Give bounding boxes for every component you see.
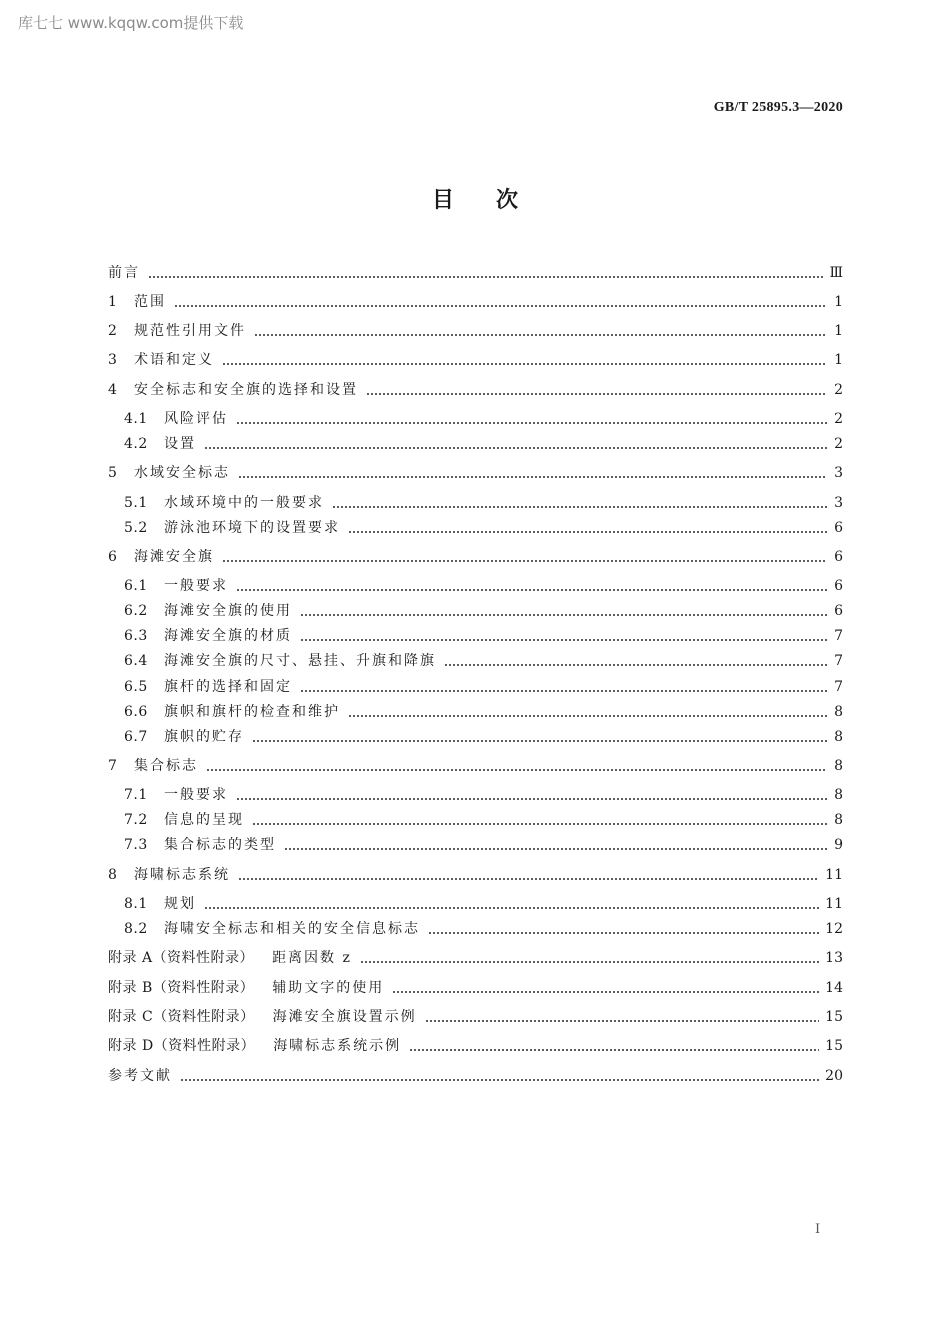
- toc-entry-8-1[interactable]: [124, 891, 843, 913]
- toc-entry-number: 6.1: [124, 578, 148, 594]
- dot-leader: [392, 991, 819, 993]
- toc-entry-page: 3: [834, 465, 843, 481]
- toc-entry-label: 辅助文字的使用: [272, 980, 385, 996]
- dot-leader: [222, 560, 827, 562]
- toc-entry-number: 6.5: [124, 679, 148, 695]
- toc-entry-label: 水域安全标志: [134, 465, 230, 481]
- dot-leader: [428, 932, 819, 934]
- toc-entry-appendix-d[interactable]: [108, 1033, 843, 1055]
- watermark-text: 库七七 www.kqqw.com提供下载: [18, 14, 244, 32]
- toc-entry-2[interactable]: [108, 318, 843, 340]
- toc-entry-label: 海啸标志系统: [134, 867, 230, 883]
- toc-entry-page: 7: [834, 653, 843, 669]
- dot-leader: [254, 334, 827, 336]
- toc-entry-label: 一般要求: [164, 578, 228, 594]
- toc-entry-page: 20: [825, 1068, 843, 1084]
- toc-entry-page: 6: [834, 603, 843, 619]
- dot-leader: [238, 878, 819, 880]
- toc-entry-page: 6: [834, 520, 843, 536]
- toc-entry-page: 1: [834, 294, 843, 310]
- toc-entry-number: 附录 C（资料性附录）: [108, 1009, 255, 1025]
- toc-entry-number: 附录 B（资料性附录）: [108, 980, 255, 996]
- toc-entry-page: Ⅲ: [829, 265, 843, 281]
- toc-entry-label: 信息的呈现: [164, 812, 244, 828]
- toc-entry-label: 设置: [164, 436, 196, 452]
- toc-entry-page: 8: [834, 787, 843, 803]
- dot-leader: [204, 907, 819, 909]
- toc-entry-6-4[interactable]: [124, 648, 843, 670]
- toc-entry-page: 11: [825, 867, 843, 883]
- page-title: 目次: [431, 188, 560, 213]
- toc-entry-appendix-c[interactable]: [108, 1004, 843, 1026]
- dot-leader: [444, 664, 827, 666]
- table-of-contents: [108, 0, 843, 1344]
- toc-entry-label: 海滩安全旗的材质: [164, 628, 292, 644]
- toc-entry-number: 2: [108, 323, 118, 339]
- dot-leader: [236, 422, 827, 424]
- dot-leader: [360, 961, 819, 963]
- toc-entry-5-2[interactable]: [124, 515, 843, 537]
- toc-entry-number: 8.1: [124, 896, 148, 912]
- toc-entry-label: 海滩安全旗的使用: [164, 603, 292, 619]
- toc-entry-number: 4: [108, 382, 118, 398]
- toc-entry-label: 旗帜和旗杆的检查和维护: [164, 704, 340, 720]
- toc-entry-appendix-b[interactable]: [108, 975, 843, 997]
- toc-entry-number: 7.1: [124, 787, 148, 803]
- toc-entry-number: 6: [108, 549, 118, 565]
- toc-entry-page: 14: [825, 980, 843, 996]
- dot-leader: [174, 305, 827, 307]
- toc-entry-page: 6: [834, 578, 843, 594]
- standard-code: GB/T 25895.3—2020: [713, 100, 843, 115]
- toc-entry-page: 15: [825, 1009, 843, 1025]
- dot-leader: [284, 848, 827, 850]
- toc-entry-number: 5: [108, 465, 118, 481]
- toc-entry-label: 旗帜的贮存: [164, 729, 244, 745]
- toc-entry-page: 2: [834, 411, 843, 427]
- dot-leader: [300, 614, 827, 616]
- toc-entry-number: 6.3: [124, 628, 148, 644]
- toc-entry-8[interactable]: [108, 862, 843, 884]
- dot-leader: [348, 715, 827, 717]
- toc-entry-number: 3: [108, 352, 118, 368]
- toc-entry-5[interactable]: [108, 460, 843, 482]
- dot-leader: [366, 393, 827, 395]
- toc-entry-number: 5.2: [124, 520, 148, 536]
- toc-entry-6-7[interactable]: [124, 724, 843, 746]
- toc-entry-page: 8: [834, 704, 843, 720]
- dot-leader: [222, 363, 827, 365]
- toc-entry-number: 7: [108, 758, 118, 774]
- toc-entry-label: 旗杆的选择和固定: [164, 679, 292, 695]
- toc-entry-label: 游泳池环境下的设置要求: [164, 520, 340, 536]
- toc-entry-page: 9: [834, 837, 843, 853]
- dot-leader: [252, 823, 827, 825]
- toc-entry-page: 7: [834, 679, 843, 695]
- toc-entry-number: 8: [108, 867, 118, 883]
- toc-entry-number: 6.2: [124, 603, 148, 619]
- toc-entry-number: 附录 D（资料性附录）: [108, 1038, 256, 1054]
- dot-leader: [206, 769, 827, 771]
- toc-entry-label: 参考文献: [108, 1068, 172, 1084]
- toc-entry-label: 海滩安全旗: [134, 549, 214, 565]
- toc-entry-number: 6.7: [124, 729, 148, 745]
- toc-entry-number: 6.6: [124, 704, 148, 720]
- toc-entry-4-1[interactable]: [124, 406, 843, 428]
- toc-entry-page: 8: [834, 758, 843, 774]
- dot-leader: [409, 1049, 819, 1051]
- toc-entry-6-3[interactable]: [124, 623, 843, 645]
- toc-entry-label: 海滩安全旗设置示例: [272, 1009, 417, 1025]
- toc-entry-label: 海啸标志系统示例: [273, 1038, 402, 1054]
- dot-leader: [238, 476, 827, 478]
- toc-entry-6-6[interactable]: [124, 699, 843, 721]
- toc-entry-label: 距离因数 z: [272, 950, 352, 966]
- toc-entry-4-2[interactable]: [124, 431, 843, 453]
- toc-entry-bibliography[interactable]: [108, 1063, 843, 1085]
- toc-entry-number: 4.1: [124, 411, 148, 427]
- dot-leader: [236, 589, 827, 591]
- toc-entry-label: 一般要求: [164, 787, 228, 803]
- toc-entry-page: 11: [825, 896, 843, 912]
- toc-entry-foreword[interactable]: [108, 260, 843, 282]
- toc-entry-page: 12: [825, 921, 843, 937]
- dot-leader: [332, 506, 827, 508]
- toc-entry-label: 水域环境中的一般要求: [164, 495, 324, 511]
- toc-entry-6-5[interactable]: [124, 674, 843, 696]
- toc-entry-page: 1: [834, 323, 843, 339]
- toc-entry-7-2[interactable]: [124, 807, 843, 829]
- dot-leader: [348, 531, 827, 533]
- toc-entry-number: 1: [108, 294, 118, 310]
- toc-entry-8-2[interactable]: [124, 916, 843, 938]
- toc-entry-page: 3: [834, 495, 843, 511]
- toc-entry-label: 范围: [134, 294, 166, 310]
- toc-entry-5-1[interactable]: [124, 490, 843, 512]
- toc-entry-6-1[interactable]: [124, 573, 843, 595]
- toc-entry-page: 15: [825, 1038, 843, 1054]
- dot-leader: [204, 447, 827, 449]
- toc-entry-number: 8.2: [124, 921, 148, 937]
- toc-entry-label: 术语和定义: [134, 352, 214, 368]
- toc-entry-page: 8: [834, 729, 843, 745]
- toc-entry-page: 2: [834, 382, 843, 398]
- page-number: I: [815, 1222, 821, 1237]
- toc-entry-label: 安全标志和安全旗的选择和设置: [134, 382, 358, 398]
- dot-leader: [300, 639, 827, 641]
- toc-entry-6-2[interactable]: [124, 598, 843, 620]
- toc-entry-page: 7: [834, 628, 843, 644]
- toc-entry-label: 海啸安全标志和相关的安全信息标志: [164, 921, 420, 937]
- toc-entry-7-1[interactable]: [124, 782, 843, 804]
- dot-leader: [252, 740, 827, 742]
- toc-entry-number: 5.1: [124, 495, 148, 511]
- dot-leader: [300, 690, 827, 692]
- toc-entry-page: 2: [834, 436, 843, 452]
- toc-entry-appendix-a[interactable]: [108, 945, 843, 967]
- toc-entry-label: 规范性引用文件: [134, 323, 246, 339]
- toc-entry-number: 4.2: [124, 436, 148, 452]
- toc-entry-label: 集合标志: [134, 758, 198, 774]
- toc-entry-page: 13: [825, 950, 843, 966]
- toc-entry-label: 风险评估: [164, 411, 228, 427]
- dot-leader: [180, 1079, 819, 1081]
- toc-entry-page: 1: [834, 352, 843, 368]
- toc-entry-page: 6: [834, 549, 843, 565]
- toc-entry-label: 前言: [108, 265, 140, 281]
- toc-entry-7-3[interactable]: [124, 832, 843, 854]
- toc-entry-6[interactable]: [108, 544, 843, 566]
- toc-entry-label: 海滩安全旗的尺寸、悬挂、升旗和降旗: [164, 653, 436, 669]
- toc-entry-7[interactable]: [108, 753, 843, 775]
- dot-leader: [148, 276, 823, 278]
- toc-entry-number: 7.2: [124, 812, 148, 828]
- toc-entry-number: 6.4: [124, 653, 148, 669]
- dot-leader: [236, 798, 827, 800]
- toc-entry-label: 规划: [164, 896, 196, 912]
- toc-entry-1[interactable]: [108, 289, 843, 311]
- toc-entry-number: 附录 A（资料性附录）: [108, 950, 255, 966]
- toc-entry-4[interactable]: [108, 377, 843, 399]
- toc-entry-number: 7.3: [124, 837, 148, 853]
- toc-entry-label: 集合标志的类型: [164, 837, 276, 853]
- toc-entry-page: 8: [834, 812, 843, 828]
- dot-leader: [425, 1020, 820, 1022]
- toc-entry-3[interactable]: [108, 347, 843, 369]
